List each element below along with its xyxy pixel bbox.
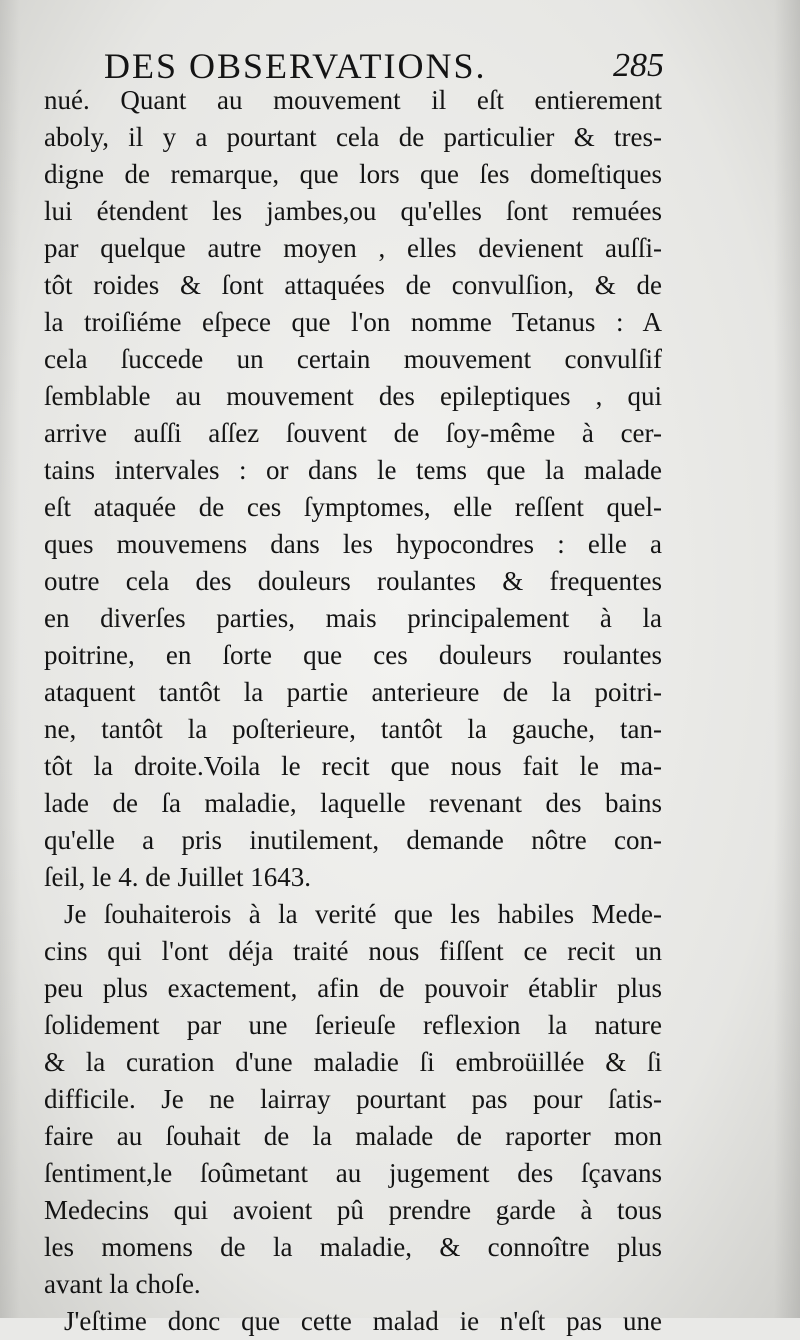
page-number: 285 [613,47,664,84]
text-line: en diverſes parties, mais principalement à la [44,603,662,633]
text-line: qu'elle a pris inutilement, demande nôtre con- [44,825,662,855]
text-line: difficile. Je ne lairray pourtant pas pour ſatis- [44,1084,662,1114]
text-line: lui étendent les jambes,ou qu'elles ſont remuées [44,196,662,226]
text-line: cins qui l'ont déja traité nous fiſſent ce recit un [44,936,662,966]
text-line: tôt la droite.Voila le recit que nous fait le ma- [44,751,662,781]
text-line: outre cela des douleurs roulantes & frequentes [44,566,662,596]
text-line: avant la choſe. [44,1269,201,1299]
text-line: Medecins qui avoient pû prendre garde à tous [44,1195,662,1225]
text-line: ataquent tantôt la partie anterieure de la poitri- [44,677,662,707]
text-line: tôt roides & ſont attaquées de convulſion, & de [44,270,662,300]
text-line: ſemblable au mouvement des epileptiques , qui [44,381,662,411]
text-line: Je ſouhaiterois à la verité que les habiles Mede- [64,899,662,929]
text-line: ques mouvemens dans les hypocondres : elle a [44,529,662,559]
text-line: digne de remarque, que lors que ſes domeſtiques [44,159,662,189]
text-line: J'eſtime donc que cette malad ie n'eſt pas une [64,1306,662,1336]
paragraph-1 [44,82,662,896]
text-line: eſt ataquée de ces ſymptomes, elle reſſent quel- [44,492,662,522]
text-line: les momens de la maladie, & connoître plus [44,1232,662,1262]
page-edge-shadow [774,0,800,1318]
text-line: & la curation d'une maladie ſi embroüillée & ſi [44,1047,662,1077]
text-line: poitrine, en ſorte que ces douleurs roulantes [44,640,662,670]
text-line: ſentiment,le ſoûmetant au jugement des ſçavans [44,1158,662,1188]
text-line: nué. Quant au mouvement il eſt entierement [44,85,662,115]
text-line: tains intervales : or dans le tems que la malade [44,455,662,485]
text-line: ſolidement par une ſerieuſe reflexion la nature [44,1010,662,1040]
running-title: DES OBSERVATIONS. [104,46,487,86]
text-line: par quelque autre moyen , elles devienent auſſi- [44,233,662,263]
text-line: la troiſiéme eſpece que l'on nomme Tetanus : A [44,307,662,337]
text-line: lade de ſa maladie, laquelle revenant des bains [44,788,662,818]
page-gutter-shadow [0,0,20,1318]
text-line: ne, tantôt la poſterieure, tantôt la gauche, tan- [44,714,662,744]
paragraph-3 [44,1303,662,1340]
text-line: ſeil, le 4. de Juillet 1643. [44,862,311,892]
text-line: cela ſuccede un certain mouvement convulſif [44,344,662,374]
body-text [44,82,662,1340]
text-line: arrive auſſi aſſez ſouvent de ſoy-même à cer- [44,418,662,448]
text-line: peu plus exactement, afin de pouvoir établir plus [44,973,662,1003]
paragraph-2 [44,896,662,1303]
text-line: faire au ſouhait de la malade de raporter mon [44,1121,662,1151]
text-line: aboly, il y a pourtant cela de particulier & tres- [44,122,662,152]
